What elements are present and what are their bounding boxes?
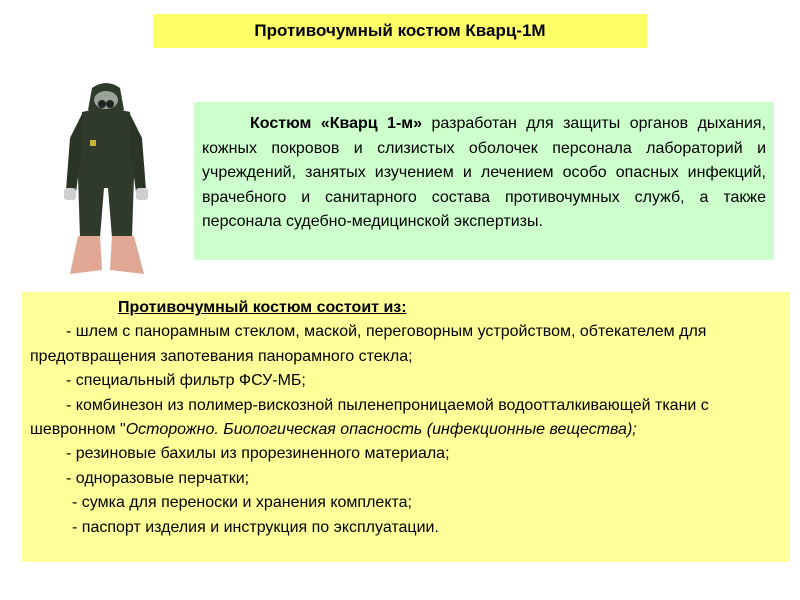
composition-item-boots: - резиновые бахилы из прорезиненного материала; [66, 445, 450, 463]
composition-item-gloves: - одноразовые перчатки; [66, 469, 250, 487]
composition-item-filter: - специальный фильтр ФСУ-МБ; [66, 372, 306, 390]
description-bold: Костюм «Кварц 1-м» [250, 115, 423, 132]
composition-item-bag: - сумка для переноски и хранения комплекта; [72, 494, 412, 512]
protective-suit-figure [52, 78, 160, 278]
description-box [194, 102, 774, 260]
slide-title-box [153, 14, 647, 48]
composition-box [22, 292, 790, 562]
composition-heading: Противочумный костюм состоит из: [118, 299, 407, 316]
slide-title: Противочумный костюм Кварц-1М [254, 21, 546, 40]
composition-item-helmet: - шлем с панорамным стеклом, маской, переговорным устройством, обтекателем для предотвращения запотевания панорамного стекла; [30, 323, 707, 365]
composition-item-passport: - паспорт изделия и инструкция по эксплуатации. [72, 518, 439, 536]
composition-item-overalls: - комбинезон из полимер-вискозной пыленепроницаемой водоотталкивающей ткани с шевронном "Осторожно. Биологическая опасность (инфекционные вещества); [30, 396, 709, 439]
description-text: разработан для защиты органов дыхания, кожных покровов и слизистых оболочек персонала лабораторий и учреждений, занятых изучением и лечением особо опасных инфекций, врачебного и санитарного состава противочумных служб, а также персонала судебно-медицинской экспертизы. [202, 115, 767, 230]
